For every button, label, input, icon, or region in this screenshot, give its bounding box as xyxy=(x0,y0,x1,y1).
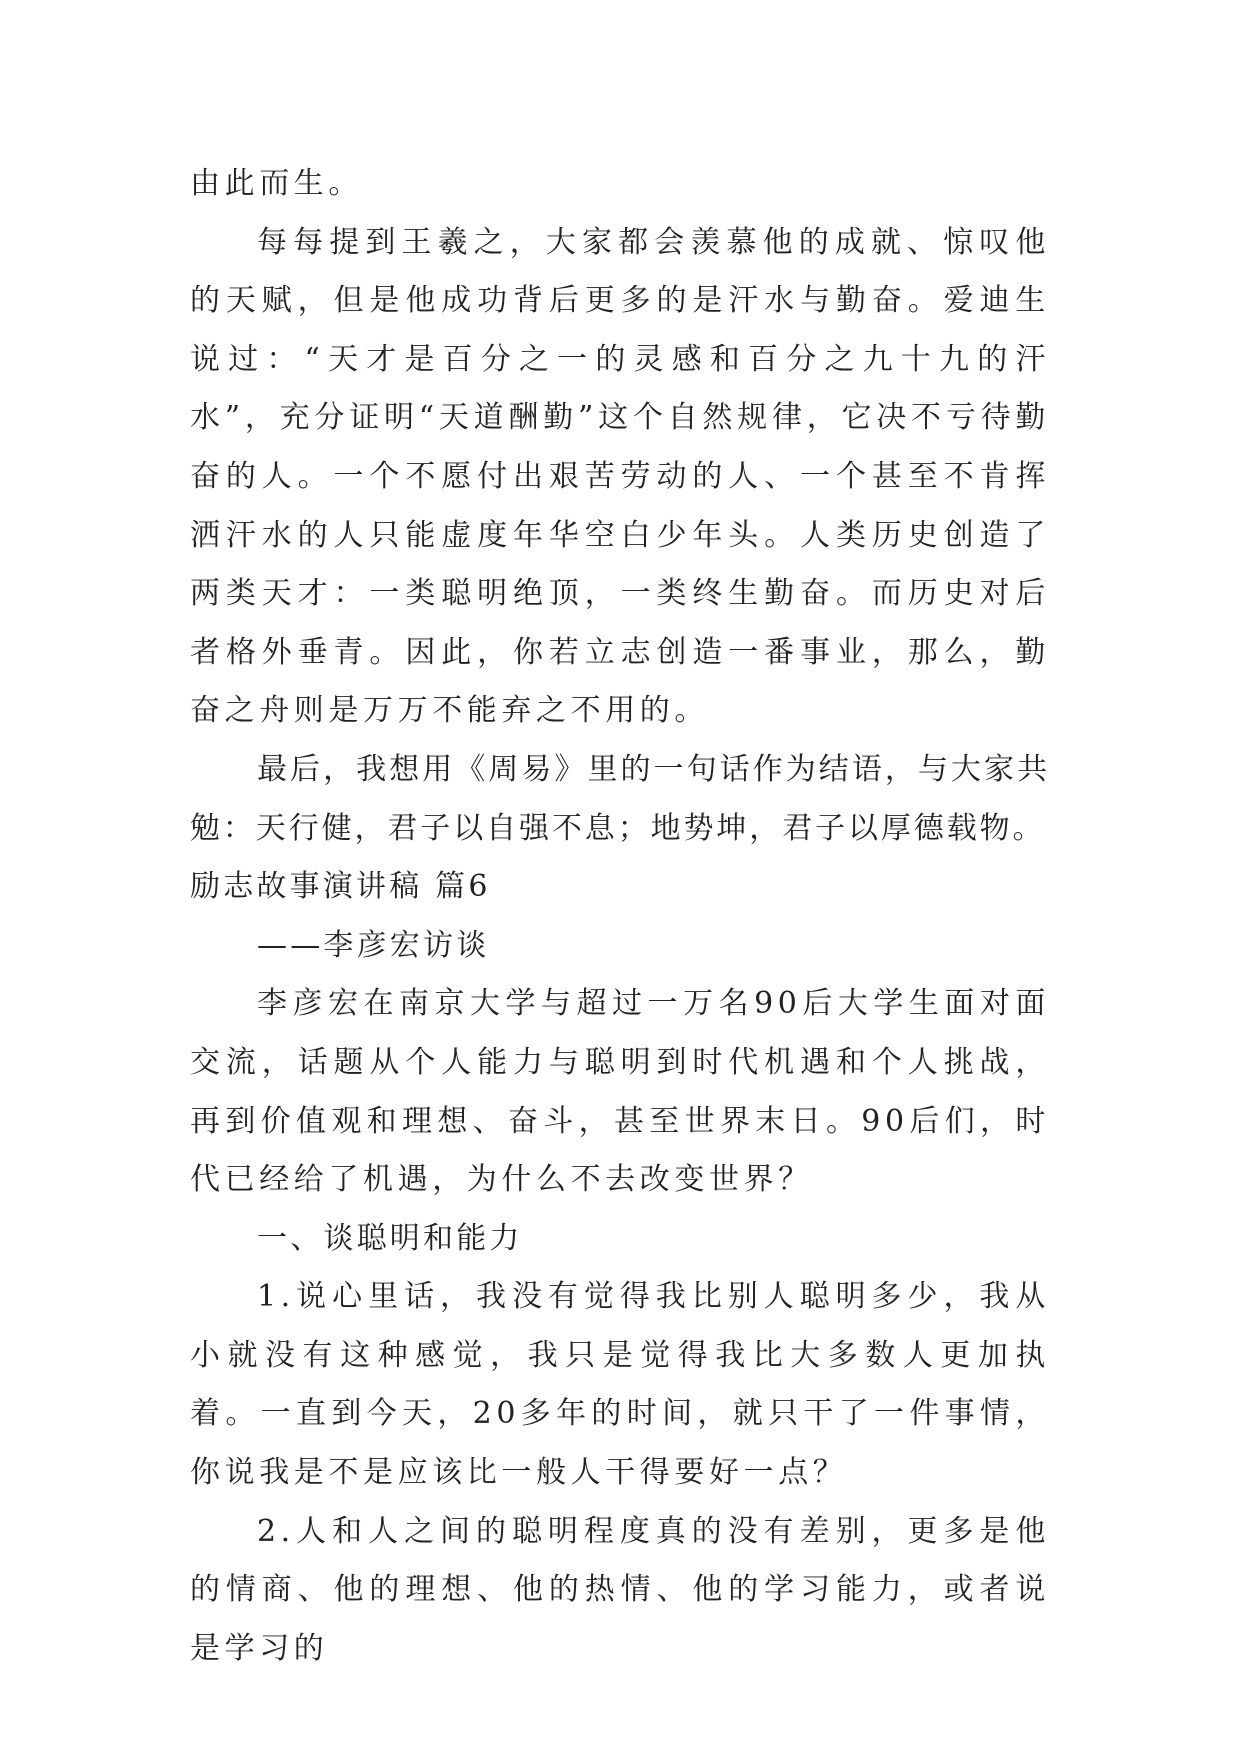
paragraph-intro: 李彦宏在南京大学与超过一万名90后大学生面对面交流，话题从个人能力与聪明到时代机遇和个人挑战，再到价值观和理想、奋斗，甚至世界末日。90后们，时代已经给了机遇，为什么不去改变世界？ xyxy=(190,986,1050,1198)
paragraph-wang-xizhi: 每每提到王羲之，大家都会羡慕他的成就、惊叹他的天赋，但是他成功背后更多的是汗水与勤奋。爱迪生说过：“天才是百分之一的灵感和百分之九十九的汗水”，充分证明“天道酬勤”这个自然规律，它决不亏待勤奋的人。一个不愿付出艰苦劳动的人、一个甚至不肯挥洒汗水的人只能虚度年华空白少年头。人类历史创造了两类天才：一类聪明绝顶，一类终生勤奋。而历史对后者格外垂青。因此，你若立志创造一番事业，那么，勤奋之舟则是万万不能弃之不用的。 xyxy=(190,224,1050,729)
paragraph-continuation: 由此而生。 xyxy=(190,166,363,201)
section-subtitle: ——李彦宏访谈 xyxy=(257,927,490,963)
document-body xyxy=(190,155,1050,1678)
section-heading: 励志故事演讲稿 篇6 xyxy=(190,869,491,905)
paragraph-point-2: 2.人和人之间的聪明程度真的没有差别，更多是他的情商、他的理想、他的热情、他的学习能力，或者说是学习的 xyxy=(190,1513,1050,1666)
paragraph-conclusion: 最后，我想用《周易》里的一句话作为结语，与大家共勉：天行健，君子以自强不息；地势坤，君子以厚德载物。 xyxy=(190,751,1050,846)
subsection-heading: 一、谈聪明和能力 xyxy=(257,1220,523,1256)
paragraph-point-1: 1.说心里话，我没有觉得我比别人聪明多少，我从小就没有这种感觉，我只是觉得我比大多数人更加执着。一直到今天，20多年的时间，就只干了一件事情，你说我是不是应该比一般人干得要好一点？ xyxy=(190,1279,1050,1491)
